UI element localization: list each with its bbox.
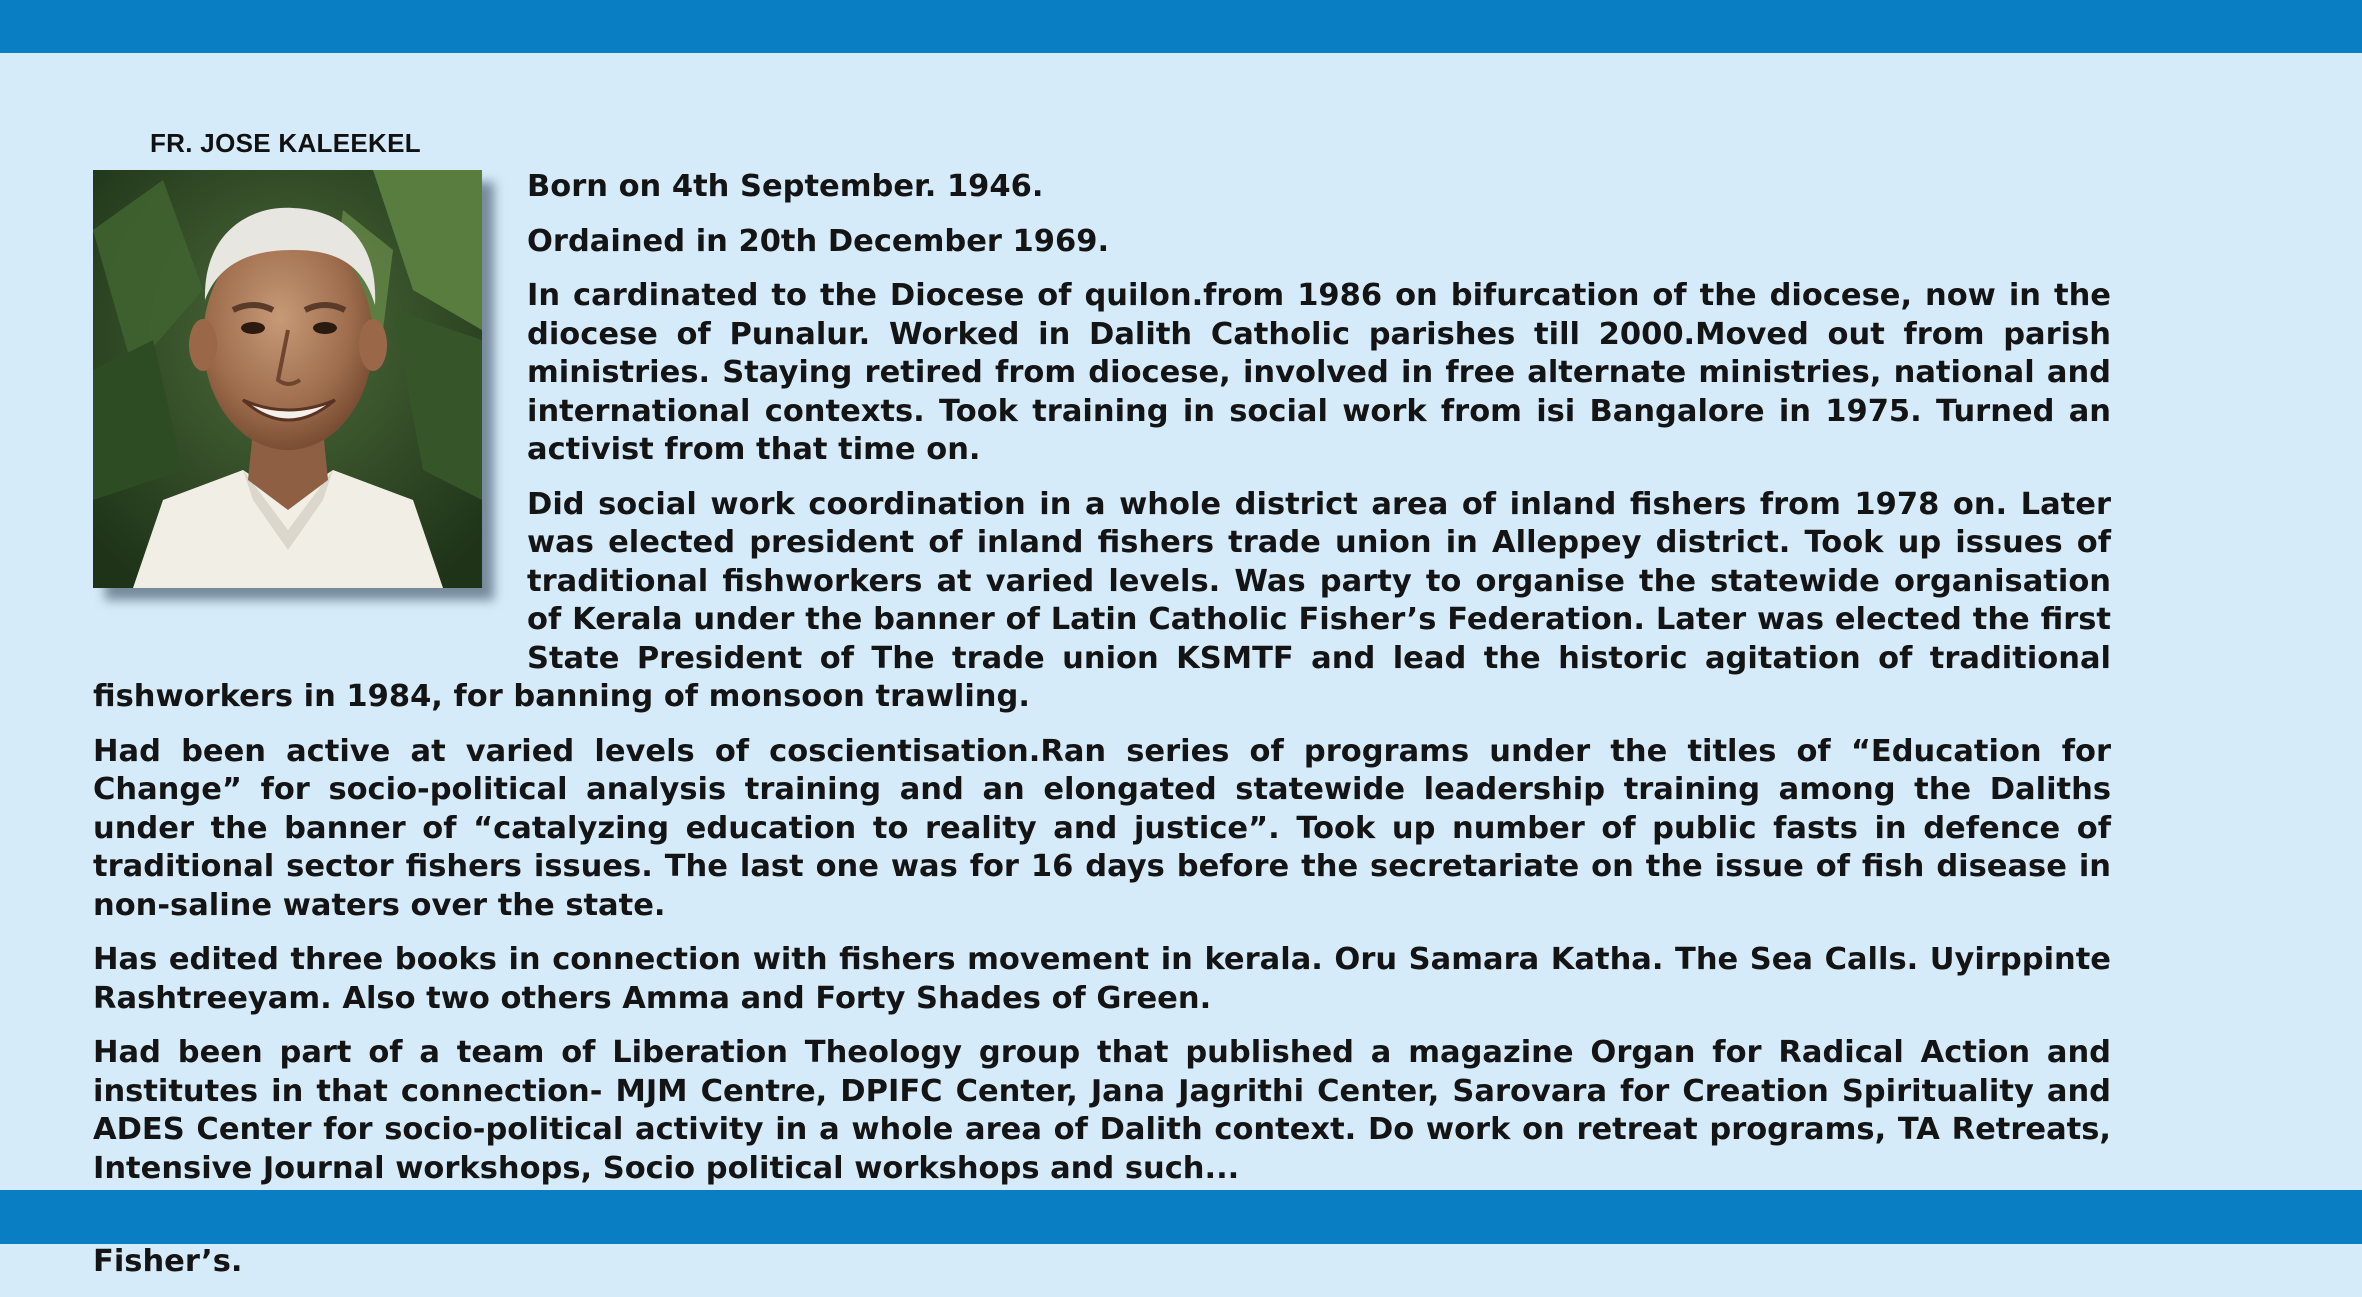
biography-text	[93, 168, 2111, 1297]
bottom-banner-band	[0, 1190, 2362, 1244]
portrait-caption: FR. JOSE KALEEKEL	[150, 128, 421, 158]
bio-paragraph-diocese: In cardinated to the Diocese of quilon.from 1986 on bifurcation of the diocese, now in the diocese of Punalur. Worked in Dalith Catholic parishes till 2000.Moved out from parish ministries. Staying retired from diocese, involved in free alternate ministries, national and international contexts. Took training in social work from isi Bangalore in 1975. Turned an activist from that time on.	[527, 278, 2111, 467]
ordination-line: Ordained in 20th December 1969.	[527, 223, 1110, 259]
bio-paragraph-closing: Fisher’s.	[93, 1243, 243, 1279]
bio-paragraph-conscientisation: Had been active at varied levels of coscientisation.Ran series of programs under the titles of “Education for Change” for socio-political analysis training and an elongated statewide leadership training among the Daliths under the banner of “catalyzing education to reality and justice”. Took up number of public fasts in defence of traditional sector fishers issues. The last one was for 16 days before the secretariate on the issue of fish disease in non-saline waters over the state.	[93, 733, 2111, 923]
birth-line: Born on 4th September. 1946.	[527, 169, 1044, 204]
bio-paragraph-fishers-union: Did social work coordination in a whole district area of inland fishers from 1978 on. Later was elected president of inland fishers trade union in Alleppey district. Took up issues of traditional fishworkers at varied levels. Was party to organise the statewide organisation of Kerala under the banner of Latin Catholic Fisher’s Federation. Later was elected the first State President of The trade union KSMTF and lead the historic agitation of traditional fishworkers in 1984, for banning of monsoon trawling.	[93, 486, 2111, 714]
top-banner-band	[0, 0, 2362, 53]
bio-paragraph-liberation-theology: Had been part of a team of Liberation Theology group that published a magazine Organ for Radical Action and institutes in that connection- MJM Centre, DPIFC Center, Jana Jagrithi Center, Sarovara for Creation Spirituality and ADES Center for socio-political activity in a whole area of Dalith context. Do work on retreat programs, TA Retreats, Intensive Journal workshops, Socio political workshops and such...	[93, 1035, 2111, 1186]
photo-float-spacer	[93, 168, 527, 646]
bio-paragraph-books: Has edited three books in connection with fishers movement in kerala. Oru Samara Katha. The Sea Calls. Uyirppinte Rashtreeyam. Also two others Amma and Forty Shades of Green.	[93, 942, 2111, 1016]
